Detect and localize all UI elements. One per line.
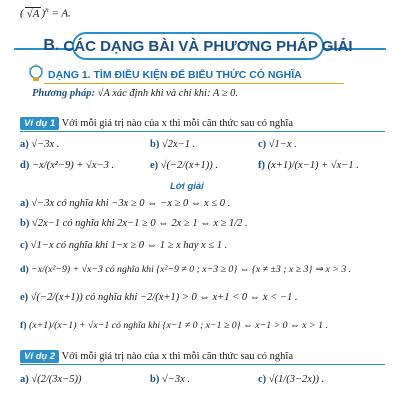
example1-line [20, 131, 385, 132]
solution-line-f: f) (x+1)/(x−1) + √x−1 có nghĩa khi {x−1 ≠ 0 ; x−1 ≥ 0} ⇔ x−1 > 0 ⇔ x > 1 . [20, 320, 328, 331]
solution-line-a: a) √−3x có nghĩa khi −3x ≥ 0 ⇔ −x ≥ 0 ⇔ x ≤ 0 . [20, 198, 231, 209]
section-letter: B. [43, 37, 60, 54]
section-title-text: CÁC DẠNG BÀI VÀ PHƯƠNG PHÁP GIẢI [63, 37, 353, 55]
example1-item-e: e) √(−2/(x+1)) . [150, 160, 219, 171]
method-line [32, 88, 238, 99]
example1-header [20, 117, 293, 130]
example1-item-d: d) −x/(x²−9) + √x−3 . [20, 160, 115, 171]
lightbulb-icon [28, 64, 44, 84]
example2-item-c: c) √(1/(3−2x)) . [258, 374, 325, 385]
solution-line-d: d) −x/(x²−9) + √x−3 có nghĩa khi {x²−9 ≠ 0 ; x−3 ≥ 0} ⇔ {x ≠ ±3 ; x ≥ 3} ⇒ x > 3 . [20, 264, 352, 275]
example2-item-b: b) √−3x . [150, 374, 190, 385]
dang-divider [44, 83, 344, 84]
example2-label: Ví dụ 2 [20, 350, 59, 363]
method-text: √A xác định khi và chỉ khi: A ≥ 0. [97, 88, 239, 99]
example1-item-a: a) √−3x . [20, 139, 60, 150]
solution-label: Lời giải [170, 181, 204, 192]
solution-line-e: e) √(−2/(x+1)) có nghĩa khi −2/(x+1) > 0 ⇔ x+1 < 0 ⇔ x < −1 . [20, 292, 298, 303]
example1-item-b: b) √2x−1 . [150, 139, 196, 150]
example1-prompt: Với mỗi giá trị nào của x thì mỗi căn thức sau có nghĩa [61, 118, 293, 129]
example2-header [20, 350, 293, 363]
example2-item-a: a) √(2/(3x−5)) [20, 374, 82, 385]
example2-line [20, 364, 385, 365]
solution-line-b: b) √2x−1 có nghĩa khi 2x−1 ≥ 0 ⇔ 2x ≥ 1 ⇔ x ≥ 1/2 . [20, 218, 248, 229]
top-formula: ( √A )$^n$ = A. [20, 6, 71, 20]
example1-item-f: f) (x+1)/(x−1) + √x−1 . [258, 160, 359, 171]
solution-line-c: c) √1−x có nghĩa khi 1−x ≥ 0 ⇔ 1 ≥ x hay x ≤ 1 . [20, 240, 228, 251]
method-label: Phương pháp: [32, 88, 95, 99]
example2-prompt: Với mỗi giá trị nào của x thì mỗi căn thức sau có nghĩa [61, 351, 293, 362]
example1-item-c: c) √1−x . [258, 139, 297, 150]
dang-title: DẠNG 1. TÌM ĐIỀU KIỆN ĐỂ BIỂU THỨC CÓ NGHĨA [48, 69, 302, 81]
section-title [43, 32, 353, 60]
example1-label: Ví dụ 1 [20, 117, 59, 130]
